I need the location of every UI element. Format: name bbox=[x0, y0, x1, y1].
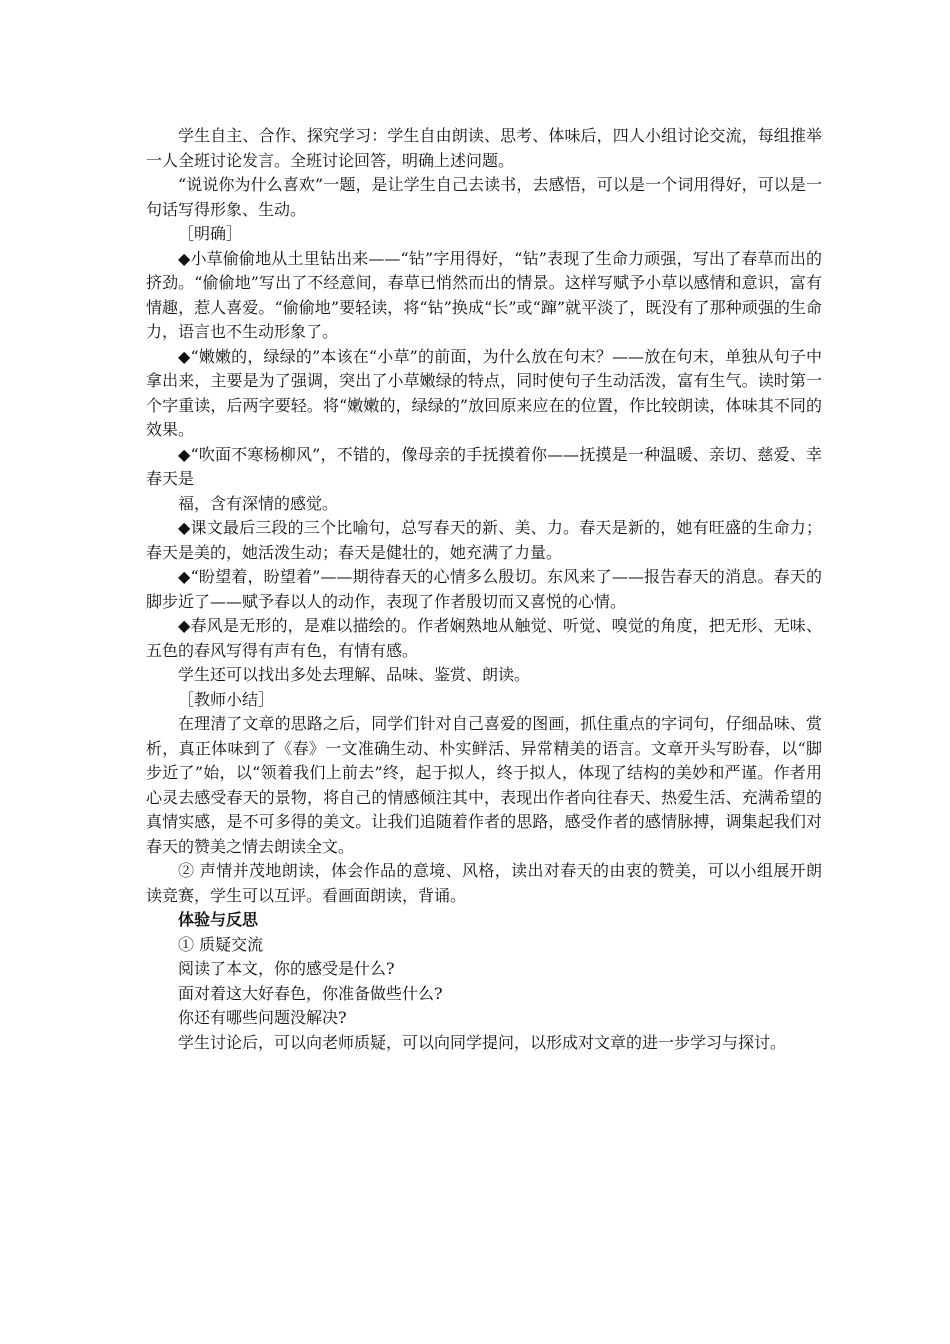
question-feeling: 阅读了本文，你的感受是什么? bbox=[178, 959, 395, 978]
document-body bbox=[146, 124, 822, 1055]
paragraph-teacher-summary: 在理清了文章的思路之后，同学们针对自己喜爱的图画，抓住重点的字词句，仔细品味、赏析，真正体味到了《春》一文准确生动、朴实鲜活、异常精美的语言。文章开头写盼春，以“脚步近了”始，以“领着我们上前去”终，起于拟人，终于拟人，体现了结构的美妙和严谨。作者用心灵去感受春天的景物，将自己的情感倾注其中，表现出作者向往春天、热爱生活、充满希望的真情实感，是不可多得的美文。让我们追随着作者的思路，感受作者的感情脉搏，调集起我们对春天的赞美之情去朗读全文。 bbox=[146, 714, 822, 856]
label-teacher-summary: ［教师小结］ bbox=[178, 689, 275, 709]
paragraph-why-like: “说说你为什么喜欢”一题，是让学生自己去读书，去感悟，可以是一个词用得好，可以是一句话写得形象、生动。 bbox=[146, 175, 822, 219]
paragraph-further-study: 学生还可以找出多处去理解、品味、鉴赏、朗读。 bbox=[178, 665, 531, 684]
point-longing: ◆“盼望着，盼望着”——期待春天的心情多么殷切。东风来了——报告春天的消息。春天的脚步近了——赋予春以人的动作，表现了作者殷切而又喜悦的心情。 bbox=[146, 567, 822, 611]
point-willow-wind: ◆“吹面不寒杨柳风”，不错的，像母亲的手抚摸着你——抚摸是一种温暖、亲切、慈爱、幸春天是 bbox=[146, 444, 822, 488]
label-clarify: ［明确］ bbox=[178, 224, 243, 243]
point-grass-sprouting: ◆小草偷偷地从土里钻出来——“钻”字用得好，“钻”表现了生命力顽强，写出了春草而出的挤劲。“偷偷地”写出了不经意间，春草已悄然而出的情景。这样写赋予小草以感情和意识，富有情趣，惹人喜爱。“偷偷地”要轻读，将“钻”换成“长”或“蹿”就平淡了，既没有了那种顽强的生命力，语言也不生动形象了。 bbox=[146, 248, 822, 341]
point-tender-green: ◆“嫩嫩的，绿绿的”本该在“小草”的前面，为什么放在句末？——放在句末，单独从句子中拿出来，主要是为了强调，突出了小草嫩绿的特点，同时使句子生动活泼，富有生气。读时第一个字重读，后两字要轻。将“嫩嫩的，绿绿的”放回原来应在的位置，作比较朗读，体味其不同的效果。 bbox=[146, 346, 822, 439]
point-spring-wind: ◆春风是无形的，是难以描绘的。作者娴熟地从触觉、听觉、嗅觉的角度，把无形、无味、五色的春风写得有声有色，有情有感。 bbox=[146, 616, 822, 660]
label-questioning: ① 质疑交流 bbox=[178, 934, 264, 954]
paragraph-reading-aloud: ② 声情并茂地朗读，体会作品的意境、风格，读出对春天的由衷的赞美，可以小组展开朗读竞赛，学生可以互评。看画面朗读，背诵。 bbox=[146, 861, 822, 905]
section-heading-reflection: 体验与反思 bbox=[178, 910, 259, 929]
question-plan: 面对着这大好春色，你准备做些什么? bbox=[178, 983, 443, 1003]
paragraph-self-study: 学生自主、合作、探究学习：学生自由朗读、思考、体味后，四人小组讨论交流，每组推举一人全班讨论发言。全班讨论回答，明确上述问题。 bbox=[146, 126, 822, 170]
point-three-metaphors: ◆课文最后三段的三个比喻句，总写春天的新、美、力。春天是新的，她有旺盛的生命力；春天是美的，她活泼生动；春天是健壮的，她充满了力量。 bbox=[146, 518, 822, 562]
point-willow-wind-continued: 福，含有深情的感觉。 bbox=[178, 493, 339, 513]
paragraph-discussion: 学生讨论后，可以向老师质疑，可以向同学提问，以形成对文章的进一步学习与探讨。 bbox=[178, 1032, 787, 1052]
question-unsolved: 你还有哪些问题没解决? bbox=[178, 1008, 347, 1027]
